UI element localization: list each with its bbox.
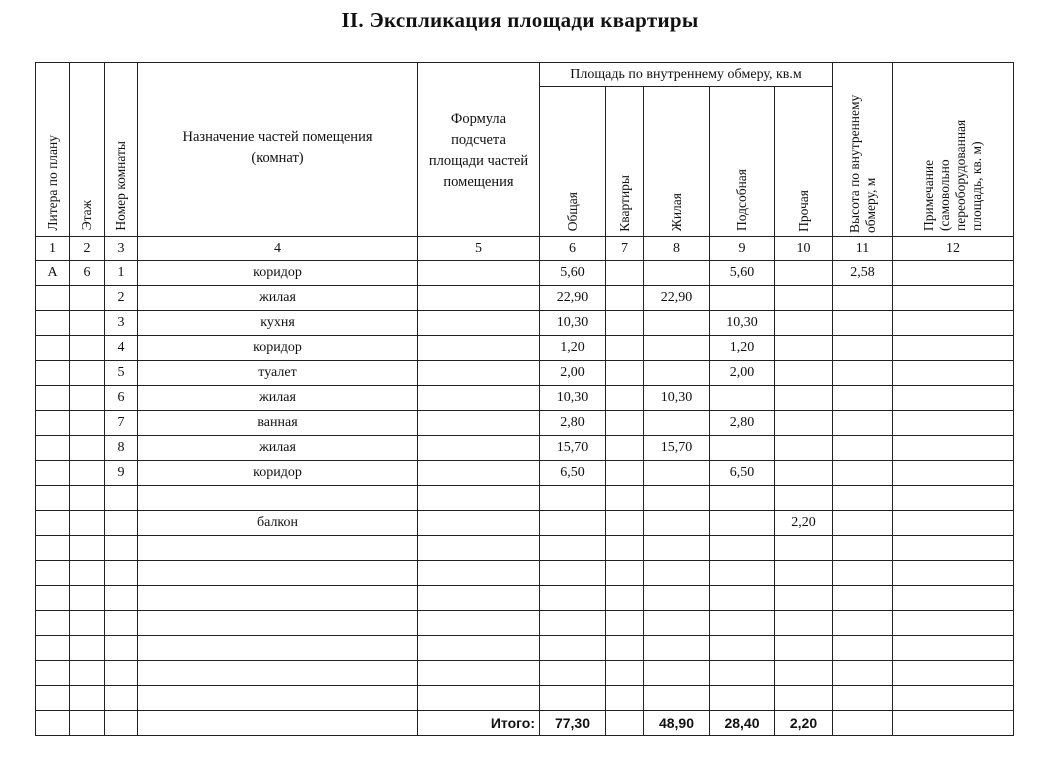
cell-formula: [418, 686, 540, 711]
cell-other: [775, 536, 833, 561]
table-row: [36, 361, 1014, 386]
cell-total: 5,60: [540, 261, 606, 286]
cell-room-number: [105, 586, 138, 611]
cell-apartments: [606, 286, 644, 311]
cell-height: [833, 636, 893, 661]
cell-auxiliary: [710, 436, 775, 461]
totals-auxiliary: 28,40: [710, 711, 775, 736]
cell-auxiliary: 6,50: [710, 461, 775, 486]
column-number-row: [36, 237, 1014, 261]
cell-auxiliary: 10,30: [710, 311, 775, 336]
totals-total: 77,30: [540, 711, 606, 736]
cell-other: [775, 611, 833, 636]
cell-note: [893, 686, 1014, 711]
cell-formula: [418, 636, 540, 661]
cell-auxiliary: 2,00: [710, 361, 775, 386]
totals-cell: [70, 711, 105, 736]
cell-total: 1,20: [540, 336, 606, 361]
cell-room-number: 9: [105, 461, 138, 486]
totals-label: Итого:: [418, 711, 540, 736]
cell-room-number: [105, 686, 138, 711]
cell-purpose: [138, 536, 418, 561]
cell-note: [893, 536, 1014, 561]
cell-litera: [36, 611, 70, 636]
header-auxiliary: Подсобная: [710, 87, 775, 237]
cell-other: [775, 361, 833, 386]
cell-room-number: 1: [105, 261, 138, 286]
header-height: Высота по внутреннему обмеру, м: [833, 63, 893, 237]
cell-height: [833, 586, 893, 611]
cell-floor: [70, 611, 105, 636]
cell-litera: [36, 686, 70, 711]
cell-note: [893, 586, 1014, 611]
cell-purpose: [138, 586, 418, 611]
cell-height: [833, 511, 893, 536]
cell-floor: [70, 311, 105, 336]
cell-apartments: [606, 511, 644, 536]
cell-other: [775, 436, 833, 461]
header-other: Прочая: [775, 87, 833, 237]
cell-total: [540, 636, 606, 661]
cell-litera: [36, 436, 70, 461]
table-row: [36, 661, 1014, 686]
cell-other: [775, 686, 833, 711]
cell-height: [833, 336, 893, 361]
cell-note: [893, 361, 1014, 386]
cell-litera: [36, 486, 70, 511]
cell-height: [833, 411, 893, 436]
cell-living: [644, 611, 710, 636]
cell-floor: [70, 411, 105, 436]
cell-formula: [418, 511, 540, 536]
cell-height: 2,58: [833, 261, 893, 286]
cell-purpose: [138, 611, 418, 636]
cell-floor: [70, 561, 105, 586]
table-row: [36, 336, 1014, 361]
cell-purpose: [138, 686, 418, 711]
cell-other: [775, 311, 833, 336]
header-area-group: Площадь по внутреннему обмеру, кв.м: [540, 63, 833, 87]
cell-litera: [36, 511, 70, 536]
cell-apartments: [606, 636, 644, 661]
totals-apartments: [606, 711, 644, 736]
table-row: [36, 486, 1014, 511]
cell-other: [775, 561, 833, 586]
explication-table: [35, 62, 1014, 736]
document-title: II. Экспликация площади квартиры: [341, 8, 699, 32]
cell-purpose: кухня: [138, 311, 418, 336]
cell-note: [893, 311, 1014, 336]
cell-formula: [418, 661, 540, 686]
cell-other: [775, 336, 833, 361]
cell-purpose: жилая: [138, 436, 418, 461]
cell-room-number: 5: [105, 361, 138, 386]
cell-note: [893, 386, 1014, 411]
cell-total: [540, 686, 606, 711]
cell-note: [893, 511, 1014, 536]
cell-total: [540, 561, 606, 586]
cell-note: [893, 561, 1014, 586]
table-row: [36, 436, 1014, 461]
table-row: [36, 686, 1014, 711]
column-number: 5: [418, 237, 540, 261]
column-number: 8: [644, 237, 710, 261]
totals-cell: [893, 711, 1014, 736]
cell-other: [775, 586, 833, 611]
cell-auxiliary: [710, 611, 775, 636]
table-row: [36, 536, 1014, 561]
cell-litera: [36, 336, 70, 361]
totals-cell: [36, 711, 70, 736]
cell-auxiliary: [710, 661, 775, 686]
cell-total: [540, 586, 606, 611]
cell-auxiliary: [710, 486, 775, 511]
cell-purpose: жилая: [138, 286, 418, 311]
cell-room-number: [105, 536, 138, 561]
cell-height: [833, 436, 893, 461]
cell-auxiliary: [710, 286, 775, 311]
cell-auxiliary: 5,60: [710, 261, 775, 286]
cell-other: [775, 261, 833, 286]
cell-room-number: [105, 661, 138, 686]
cell-other: [775, 286, 833, 311]
cell-room-number: 4: [105, 336, 138, 361]
cell-auxiliary: [710, 561, 775, 586]
cell-total: [540, 611, 606, 636]
cell-room-number: [105, 561, 138, 586]
totals-other: 2,20: [775, 711, 833, 736]
cell-formula: [418, 611, 540, 636]
cell-auxiliary: [710, 686, 775, 711]
cell-other: [775, 461, 833, 486]
cell-litera: [36, 311, 70, 336]
cell-total: 10,30: [540, 311, 606, 336]
cell-auxiliary: [710, 386, 775, 411]
cell-litera: [36, 286, 70, 311]
cell-apartments: [606, 461, 644, 486]
header-floor: Этаж: [70, 63, 105, 237]
cell-note: [893, 286, 1014, 311]
column-number: 9: [710, 237, 775, 261]
cell-total: [540, 536, 606, 561]
cell-floor: [70, 436, 105, 461]
cell-living: [644, 486, 710, 511]
cell-auxiliary: [710, 636, 775, 661]
cell-formula: [418, 261, 540, 286]
cell-apartments: [606, 386, 644, 411]
cell-room-number: [105, 486, 138, 511]
cell-litera: [36, 461, 70, 486]
cell-room-number: [105, 511, 138, 536]
cell-room-number: 7: [105, 411, 138, 436]
cell-apartments: [606, 536, 644, 561]
cell-living: [644, 561, 710, 586]
cell-floor: [70, 461, 105, 486]
column-number: 11: [833, 237, 893, 261]
column-number: 7: [606, 237, 644, 261]
cell-litera: [36, 361, 70, 386]
cell-auxiliary: [710, 586, 775, 611]
cell-litera: [36, 386, 70, 411]
cell-auxiliary: [710, 536, 775, 561]
cell-living: [644, 661, 710, 686]
cell-note: [893, 461, 1014, 486]
cell-height: [833, 486, 893, 511]
cell-purpose: [138, 636, 418, 661]
table-row: [36, 511, 1014, 536]
cell-floor: [70, 336, 105, 361]
header-room-number: Номер комнаты: [105, 63, 138, 237]
cell-note: [893, 661, 1014, 686]
cell-height: [833, 311, 893, 336]
cell-floor: [70, 486, 105, 511]
cell-total: 2,80: [540, 411, 606, 436]
header-note: Примечание (самовольно переоборудованная площадь, кв. м): [893, 63, 1014, 237]
cell-apartments: [606, 611, 644, 636]
cell-formula: [418, 461, 540, 486]
cell-height: [833, 461, 893, 486]
cell-living: [644, 336, 710, 361]
totals-row: [36, 711, 1014, 736]
cell-apartments: [606, 361, 644, 386]
cell-height: [833, 536, 893, 561]
cell-formula: [418, 311, 540, 336]
table-row: [36, 561, 1014, 586]
cell-apartments: [606, 436, 644, 461]
header-total: Общая: [540, 87, 606, 237]
cell-room-number: [105, 636, 138, 661]
cell-living: 15,70: [644, 436, 710, 461]
cell-note: [893, 261, 1014, 286]
cell-note: [893, 336, 1014, 361]
cell-auxiliary: [710, 511, 775, 536]
header-purpose: Назначение частей помещения (комнат): [138, 63, 418, 237]
cell-formula: [418, 411, 540, 436]
totals-cell: [138, 711, 418, 736]
cell-litera: [36, 411, 70, 436]
cell-other: 2,20: [775, 511, 833, 536]
cell-apartments: [606, 311, 644, 336]
cell-formula: [418, 361, 540, 386]
cell-living: [644, 311, 710, 336]
cell-living: [644, 636, 710, 661]
totals-cell: [105, 711, 138, 736]
table-row: [36, 286, 1014, 311]
column-number: 6: [540, 237, 606, 261]
cell-floor: [70, 361, 105, 386]
cell-litera: [36, 586, 70, 611]
table-row: [36, 411, 1014, 436]
cell-living: [644, 511, 710, 536]
cell-total: [540, 486, 606, 511]
cell-living: [644, 586, 710, 611]
cell-purpose: ванная: [138, 411, 418, 436]
column-number: 3: [105, 237, 138, 261]
table-row: [36, 311, 1014, 336]
cell-floor: [70, 386, 105, 411]
cell-height: [833, 361, 893, 386]
cell-purpose: [138, 486, 418, 511]
cell-floor: [70, 536, 105, 561]
cell-total: [540, 661, 606, 686]
header-apartments: Квартиры: [606, 87, 644, 237]
cell-height: [833, 386, 893, 411]
table-row: [36, 636, 1014, 661]
column-number: 10: [775, 237, 833, 261]
cell-note: [893, 636, 1014, 661]
cell-height: [833, 611, 893, 636]
cell-auxiliary: 1,20: [710, 336, 775, 361]
cell-total: 6,50: [540, 461, 606, 486]
cell-note: [893, 611, 1014, 636]
cell-apartments: [606, 336, 644, 361]
cell-apartments: [606, 261, 644, 286]
cell-height: [833, 561, 893, 586]
cell-purpose: туалет: [138, 361, 418, 386]
cell-floor: [70, 511, 105, 536]
cell-litera: А: [36, 261, 70, 286]
totals-cell: [833, 711, 893, 736]
cell-purpose: коридор: [138, 261, 418, 286]
cell-litera: [36, 561, 70, 586]
cell-apartments: [606, 561, 644, 586]
cell-apartments: [606, 486, 644, 511]
cell-formula: [418, 386, 540, 411]
cell-height: [833, 661, 893, 686]
table-row: [36, 461, 1014, 486]
cell-room-number: [105, 611, 138, 636]
cell-room-number: 8: [105, 436, 138, 461]
cell-living: [644, 461, 710, 486]
column-number: 1: [36, 237, 70, 261]
cell-formula: [418, 586, 540, 611]
cell-total: 15,70: [540, 436, 606, 461]
cell-room-number: 3: [105, 311, 138, 336]
table-row: [36, 611, 1014, 636]
cell-total: [540, 511, 606, 536]
cell-floor: [70, 586, 105, 611]
cell-note: [893, 436, 1014, 461]
cell-apartments: [606, 411, 644, 436]
cell-purpose: коридор: [138, 336, 418, 361]
header-litera: Литера по плану: [36, 63, 70, 237]
cell-other: [775, 486, 833, 511]
cell-floor: [70, 686, 105, 711]
table-row: [36, 261, 1014, 286]
cell-formula: [418, 436, 540, 461]
cell-apartments: [606, 686, 644, 711]
cell-litera: [36, 536, 70, 561]
cell-purpose: коридор: [138, 461, 418, 486]
cell-formula: [418, 561, 540, 586]
cell-purpose: [138, 661, 418, 686]
cell-total: 22,90: [540, 286, 606, 311]
column-number: 4: [138, 237, 418, 261]
cell-total: 10,30: [540, 386, 606, 411]
cell-floor: [70, 286, 105, 311]
cell-living: [644, 361, 710, 386]
cell-purpose: жилая: [138, 386, 418, 411]
cell-apartments: [606, 586, 644, 611]
table-row: [36, 586, 1014, 611]
cell-total: 2,00: [540, 361, 606, 386]
cell-floor: [70, 636, 105, 661]
cell-living: [644, 261, 710, 286]
header-formula: Формула подсчета площади частей помещения: [418, 63, 540, 237]
cell-floor: [70, 661, 105, 686]
cell-apartments: [606, 661, 644, 686]
column-number: 2: [70, 237, 105, 261]
cell-floor: 6: [70, 261, 105, 286]
cell-auxiliary: 2,80: [710, 411, 775, 436]
cell-living: [644, 686, 710, 711]
totals-living: 48,90: [644, 711, 710, 736]
cell-height: [833, 286, 893, 311]
cell-purpose: [138, 561, 418, 586]
table-row: [36, 386, 1014, 411]
cell-other: [775, 386, 833, 411]
cell-room-number: 6: [105, 386, 138, 411]
cell-litera: [36, 636, 70, 661]
cell-room-number: 2: [105, 286, 138, 311]
cell-formula: [418, 536, 540, 561]
cell-living: [644, 411, 710, 436]
cell-purpose: балкон: [138, 511, 418, 536]
cell-living: [644, 536, 710, 561]
cell-litera: [36, 661, 70, 686]
cell-other: [775, 661, 833, 686]
cell-height: [833, 686, 893, 711]
cell-living: 22,90: [644, 286, 710, 311]
cell-note: [893, 486, 1014, 511]
cell-other: [775, 636, 833, 661]
cell-formula: [418, 336, 540, 361]
column-number: 12: [893, 237, 1014, 261]
header-living: Жилая: [644, 87, 710, 237]
cell-other: [775, 411, 833, 436]
cell-living: 10,30: [644, 386, 710, 411]
cell-formula: [418, 486, 540, 511]
cell-formula: [418, 286, 540, 311]
cell-note: [893, 411, 1014, 436]
